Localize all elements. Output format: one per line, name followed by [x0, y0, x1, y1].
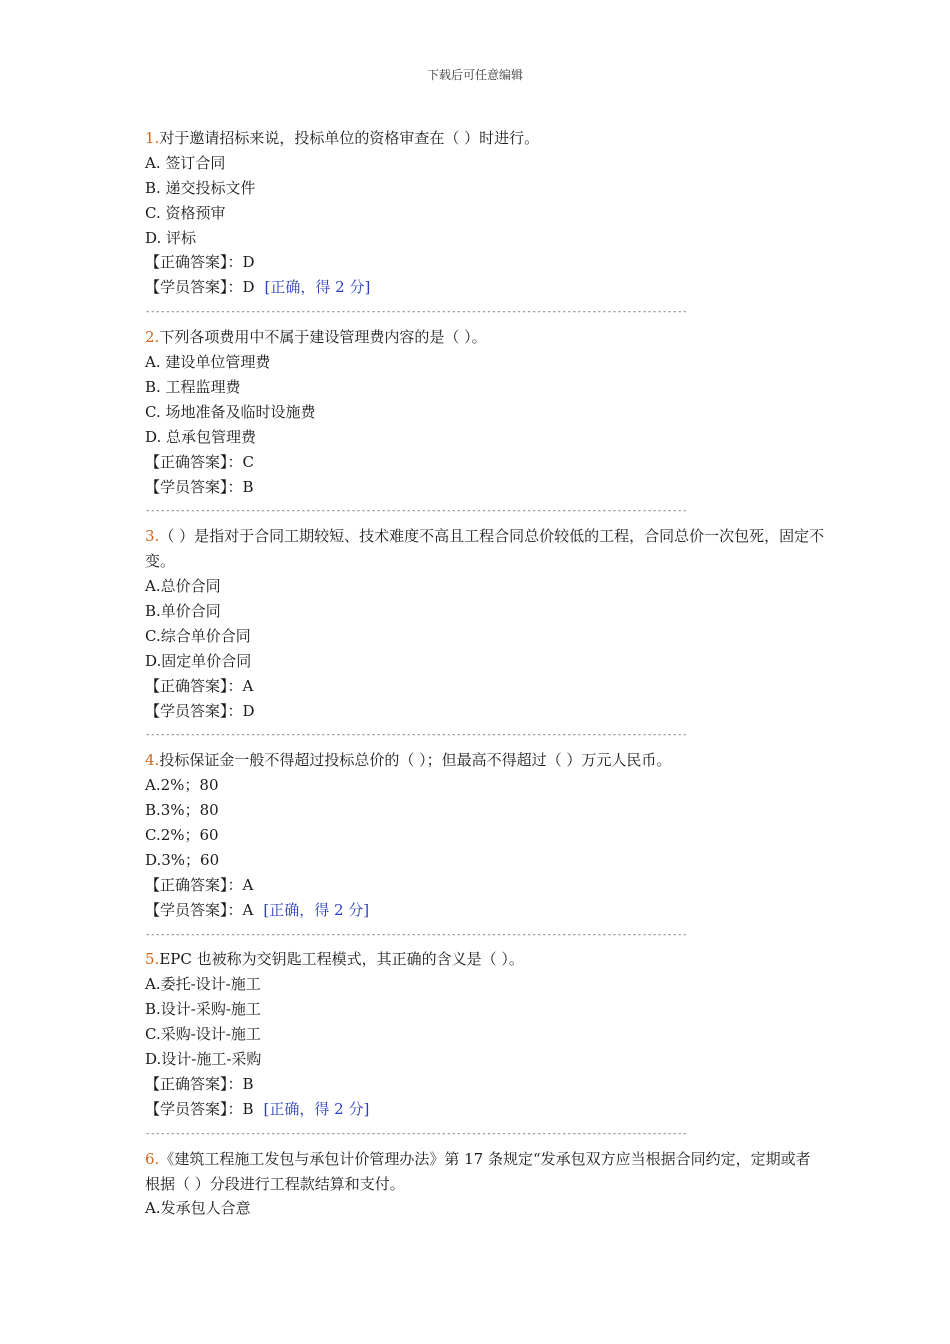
correct-answer — [145, 450, 825, 475]
question-3 — [145, 524, 825, 748]
correct-answer-value: C — [242, 452, 254, 471]
question-text: 对于邀请招标来说，投标单位的资格审查在（ ）时进行。 — [159, 129, 540, 147]
question-number: 4. — [145, 751, 160, 770]
question-list — [145, 126, 825, 1221]
question-stem — [145, 325, 825, 350]
divider: ------------------------------------------------------------------------------------------------------------ — [145, 730, 687, 741]
option-b: B. 递交投标文件 — [145, 178, 256, 197]
option-a: A.委托-设计-施工 — [145, 975, 261, 994]
correct-answer-label: 【正确答案】： — [145, 253, 243, 272]
question-1 — [145, 126, 825, 325]
option-b: B. 工程监理费 — [145, 377, 241, 396]
option-a: A.发承包人合意 — [145, 1199, 251, 1218]
divider: ------------------------------------------------------------------------------------------------------------ — [145, 1128, 687, 1139]
correct-answer-value: A — [242, 875, 254, 894]
option-d: D.固定单价合同 — [145, 651, 252, 670]
student-answer-label: 【学员答案】： — [145, 701, 243, 720]
option-c: C. 资格预审 — [145, 203, 226, 222]
option-a: A.2%；80 — [145, 776, 219, 795]
correct-answer-label: 【正确答案】： — [145, 875, 243, 894]
question-6 — [145, 1147, 825, 1222]
correct-answer-label: 【正确答案】： — [145, 452, 243, 471]
divider: ------------------------------------------------------------------------------------------------------------ — [145, 929, 687, 940]
student-answer-value: D — [242, 278, 255, 297]
question-stem — [145, 1147, 825, 1197]
correct-answer — [145, 674, 825, 699]
student-answer-label: 【学员答案】： — [145, 278, 243, 297]
question-text: 《建筑工程施工发包与承包计价管理办法》第 17 条规定“发承包双方应当根据合同约定，定期或者根据（ ）分段进行工程款结算和支付。 — [145, 1149, 811, 1193]
question-text: EPC 也被称为交钥匙工程模式，其正确的含义是（ ）。 — [159, 950, 524, 969]
student-answer — [145, 699, 825, 724]
student-answer — [145, 898, 825, 923]
score-feedback: [正确，得 2 分] — [263, 900, 370, 919]
student-answer-label: 【学员答案】： — [145, 477, 243, 496]
option-a: A. 建设单位管理费 — [145, 353, 271, 372]
correct-answer — [145, 250, 825, 275]
option-d: D.3%；60 — [145, 850, 220, 869]
student-answer-value: A — [242, 900, 254, 919]
correct-answer — [145, 1072, 825, 1097]
score-feedback: [正确，得 2 分] — [263, 1099, 370, 1118]
question-stem — [145, 947, 825, 972]
page-header: 下载后可任意编辑 — [426, 68, 523, 82]
question-4 — [145, 748, 825, 947]
student-answer-value: B — [242, 1099, 254, 1118]
option-c: C.2%；60 — [145, 826, 219, 845]
correct-answer-label: 【正确答案】： — [145, 1074, 243, 1093]
question-stem — [145, 126, 825, 151]
option-c: C.综合单价合同 — [145, 626, 251, 645]
question-text: 投标保证金一般不得超过投标总价的（ ）；但最高不得超过（ ）万元人民币。 — [159, 751, 672, 770]
divider: ------------------------------------------------------------------------------------------------------------ — [145, 506, 687, 517]
option-b: B.3%；80 — [145, 801, 219, 820]
question-5 — [145, 947, 825, 1146]
option-d: D.设计-施工-采购 — [145, 1050, 262, 1069]
correct-answer-value: D — [242, 253, 255, 272]
option-c: C. 场地准备及临时设施费 — [145, 402, 316, 421]
student-answer-value: B — [242, 477, 254, 496]
student-answer — [145, 475, 825, 500]
correct-answer-value: A — [242, 676, 254, 695]
correct-answer-label: 【正确答案】： — [145, 676, 243, 695]
student-answer — [145, 275, 825, 300]
question-number: 6. — [145, 1149, 160, 1168]
option-c: C.采购-设计-施工 — [145, 1025, 261, 1044]
question-stem — [145, 748, 825, 773]
question-number: 5. — [145, 950, 160, 969]
correct-answer-value: B — [242, 1074, 254, 1093]
option-a: A. 签订合同 — [145, 153, 226, 172]
correct-answer — [145, 873, 825, 898]
question-text: （ ）是指对于合同工期较短、技术难度不高且工程合同总价较低的工程，合同总价一次包死，固定不变。 — [145, 527, 825, 571]
student-answer-label: 【学员答案】： — [145, 1099, 243, 1118]
student-answer — [145, 1097, 825, 1122]
option-b: B.单价合同 — [145, 601, 221, 620]
student-answer-label: 【学员答案】： — [145, 900, 243, 919]
student-answer-value: D — [242, 701, 255, 720]
question-2 — [145, 325, 825, 524]
option-b: B.设计-采购-施工 — [145, 1000, 261, 1019]
score-feedback: [正确，得 2 分] — [264, 278, 371, 297]
question-number: 3. — [145, 527, 160, 546]
option-d: D. 总承包管理费 — [145, 427, 257, 446]
option-d: D. 评标 — [145, 228, 197, 247]
divider: ------------------------------------------------------------------------------------------------------------ — [145, 307, 687, 318]
question-text: 下列各项费用中不属于建设管理费内容的是（ ）。 — [159, 328, 487, 347]
question-number: 2. — [145, 328, 160, 347]
question-stem — [145, 524, 825, 574]
option-a: A.总价合同 — [145, 577, 221, 596]
question-number: 1. — [145, 129, 160, 147]
